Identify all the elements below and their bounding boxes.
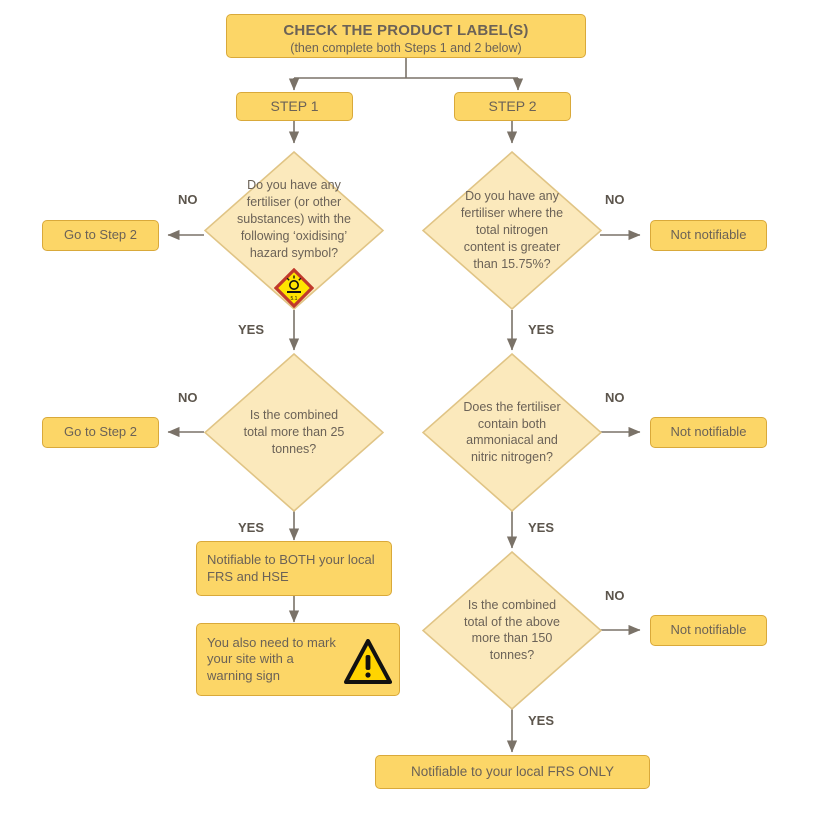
edge-label-no-3: NO (605, 192, 625, 207)
edge-label-no-5: NO (605, 588, 625, 603)
decision-oxidising-label: Do you have any fertiliser (or other substances) with the following ‘oxidising’ hazard symbol? (237, 178, 351, 260)
goto-step-2-box-a: Go to Step 2 (42, 220, 159, 251)
title-main: CHECK THE PRODUCT LABEL(S) (283, 22, 529, 39)
svg-text:5.1: 5.1 (290, 296, 298, 302)
not-notifiable-box-a: Not notifiable (650, 220, 767, 251)
outcome-warning-sign-label: You also need to mark your site with a warning sign (207, 635, 336, 683)
edge-label-yes-5: YES (528, 713, 555, 728)
decision-combined-total-25t (204, 353, 384, 512)
not-notifiable-box-c: Not notifiable (650, 615, 767, 646)
step-1-box: STEP 1 (236, 92, 353, 121)
decision-nitrogen-content-label: Do you have any fertiliser where the total nitrogen content is greater than 15.75%? (460, 189, 564, 271)
step-2-box: STEP 2 (454, 92, 571, 121)
outcome-notifiable-both: Notifiable to BOTH your local FRS and HSE (196, 541, 392, 596)
outcome-notifiable-frs-only: Notifiable to your local FRS ONLY (375, 755, 650, 789)
edge-label-yes-4: YES (528, 520, 555, 535)
edge-label-yes-3: YES (528, 322, 555, 337)
decision-combined-total-25t-label: Is the combined total more than 25 tonnes? (243, 408, 345, 456)
decision-ammoniacal-nitric-label: Does the fertiliser contain both ammoniacal and nitric nitrogen? (463, 399, 561, 465)
decision-oxidising-symbol (204, 151, 384, 310)
decision-nitrogen-content (422, 151, 602, 310)
edge-label-no-4: NO (605, 390, 625, 405)
decision-ammoniacal-nitric (422, 353, 602, 512)
warning-triangle-icon (344, 639, 392, 685)
edge-label-yes-1: YES (238, 322, 265, 337)
not-notifiable-box-b: Not notifiable (650, 417, 767, 448)
edge-label-yes-2: YES (238, 520, 265, 535)
decision-combined-total-150t-label: Is the combined total of the above more than 150 tonnes? (464, 597, 560, 663)
goto-step-2-box-b: Go to Step 2 (42, 417, 159, 448)
edge-label-no-2: NO (178, 390, 198, 405)
title-box (226, 14, 586, 58)
title-sub: (then complete both Steps 1 and 2 below) (290, 41, 522, 55)
oxidising-hazard-icon (274, 268, 314, 308)
decision-combined-total-150t (422, 551, 602, 710)
edge-label-no-1: NO (178, 192, 198, 207)
